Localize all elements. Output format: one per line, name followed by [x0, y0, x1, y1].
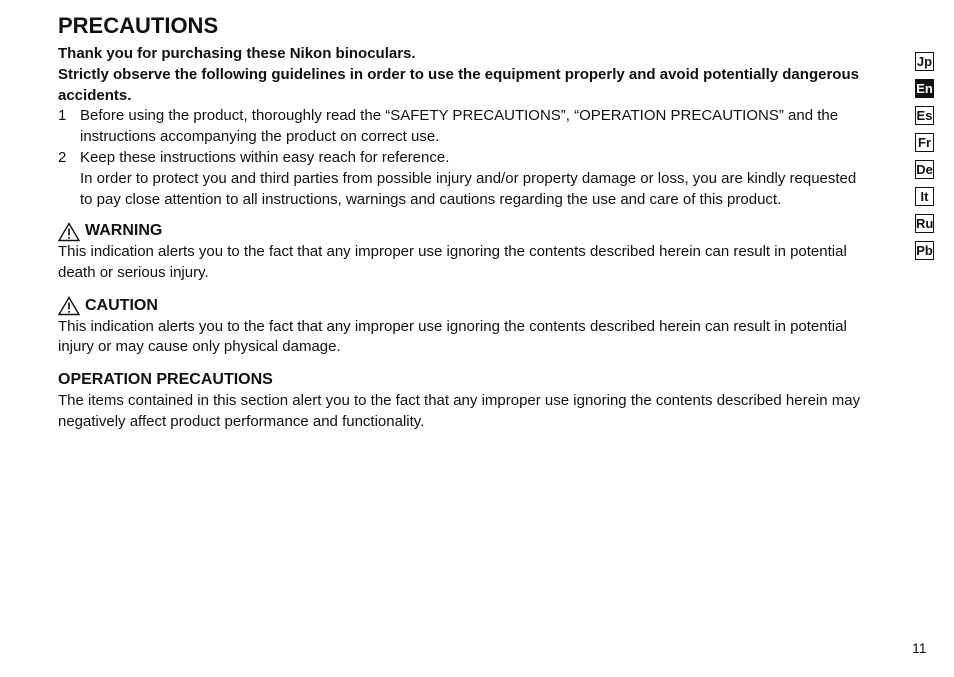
language-tab-ru[interactable]: Ru: [916, 216, 934, 231]
language-tab-es[interactable]: Es: [916, 108, 933, 123]
step-text: Keep these instructions within easy reach for reference.: [80, 148, 450, 166]
language-tabs: [915, 52, 935, 268]
step-number: 2: [58, 148, 67, 166]
operation-text: The items contained in this section alert you to the fact that any improper use ignoring the contents described herein may negatively affect product performance and functionality.: [58, 391, 861, 430]
language-tab-jp[interactable]: Jp: [916, 54, 933, 69]
step-item-2: [58, 148, 863, 169]
language-tab-it[interactable]: It: [915, 187, 934, 206]
caution-text: This indication alerts you to the fact that any improper use ignoring the contents described herein can result in potential injury or may cause only physical damage.: [58, 317, 847, 356]
warning-triangle-icon: [58, 222, 80, 242]
caution-heading: [58, 296, 863, 317]
warning-heading: [58, 221, 863, 242]
warning-heading-label: WARNING: [85, 222, 163, 240]
caution-heading-label: CAUTION: [85, 296, 158, 314]
intro-observe: Strictly observe the following guidelines in order to use the equipment properly and avoid potentially dangerous accidents.: [58, 65, 859, 104]
warning-text: This indication alerts you to the fact that any improper use ignoring the contents described herein can result in potential death or serious injury.: [58, 243, 847, 281]
main-content: [58, 44, 863, 433]
step-text: Before using the product, thoroughly read the “SAFETY PRECAUTIONS”, “OPERATION PRECAUTIONS” and the instructions accompanying the product on correct use.: [80, 107, 839, 146]
intro-thanks: Thank you for purchasing these Nikon binoculars.: [58, 45, 416, 62]
language-tab-de[interactable]: De: [916, 162, 933, 177]
page-title: PRECAUTIONS: [58, 13, 219, 38]
language-tab-en[interactable]: En: [916, 81, 933, 96]
operation-heading: OPERATION PRECAUTIONS: [58, 371, 273, 389]
step-number: 1: [58, 107, 67, 125]
step-item-1: [58, 106, 863, 148]
page-number: 11: [912, 640, 927, 656]
warning-triangle-icon: [58, 296, 80, 316]
language-tab-pb[interactable]: Pb: [916, 243, 933, 258]
language-tab-fr[interactable]: Fr: [915, 133, 934, 152]
protection-note: In order to protect you and third parties from possible injury and/or property damage or loss, you are kindly requested to pay close attention to all instructions, warnings and cautions regarding the use and care of this product.: [80, 169, 857, 208]
